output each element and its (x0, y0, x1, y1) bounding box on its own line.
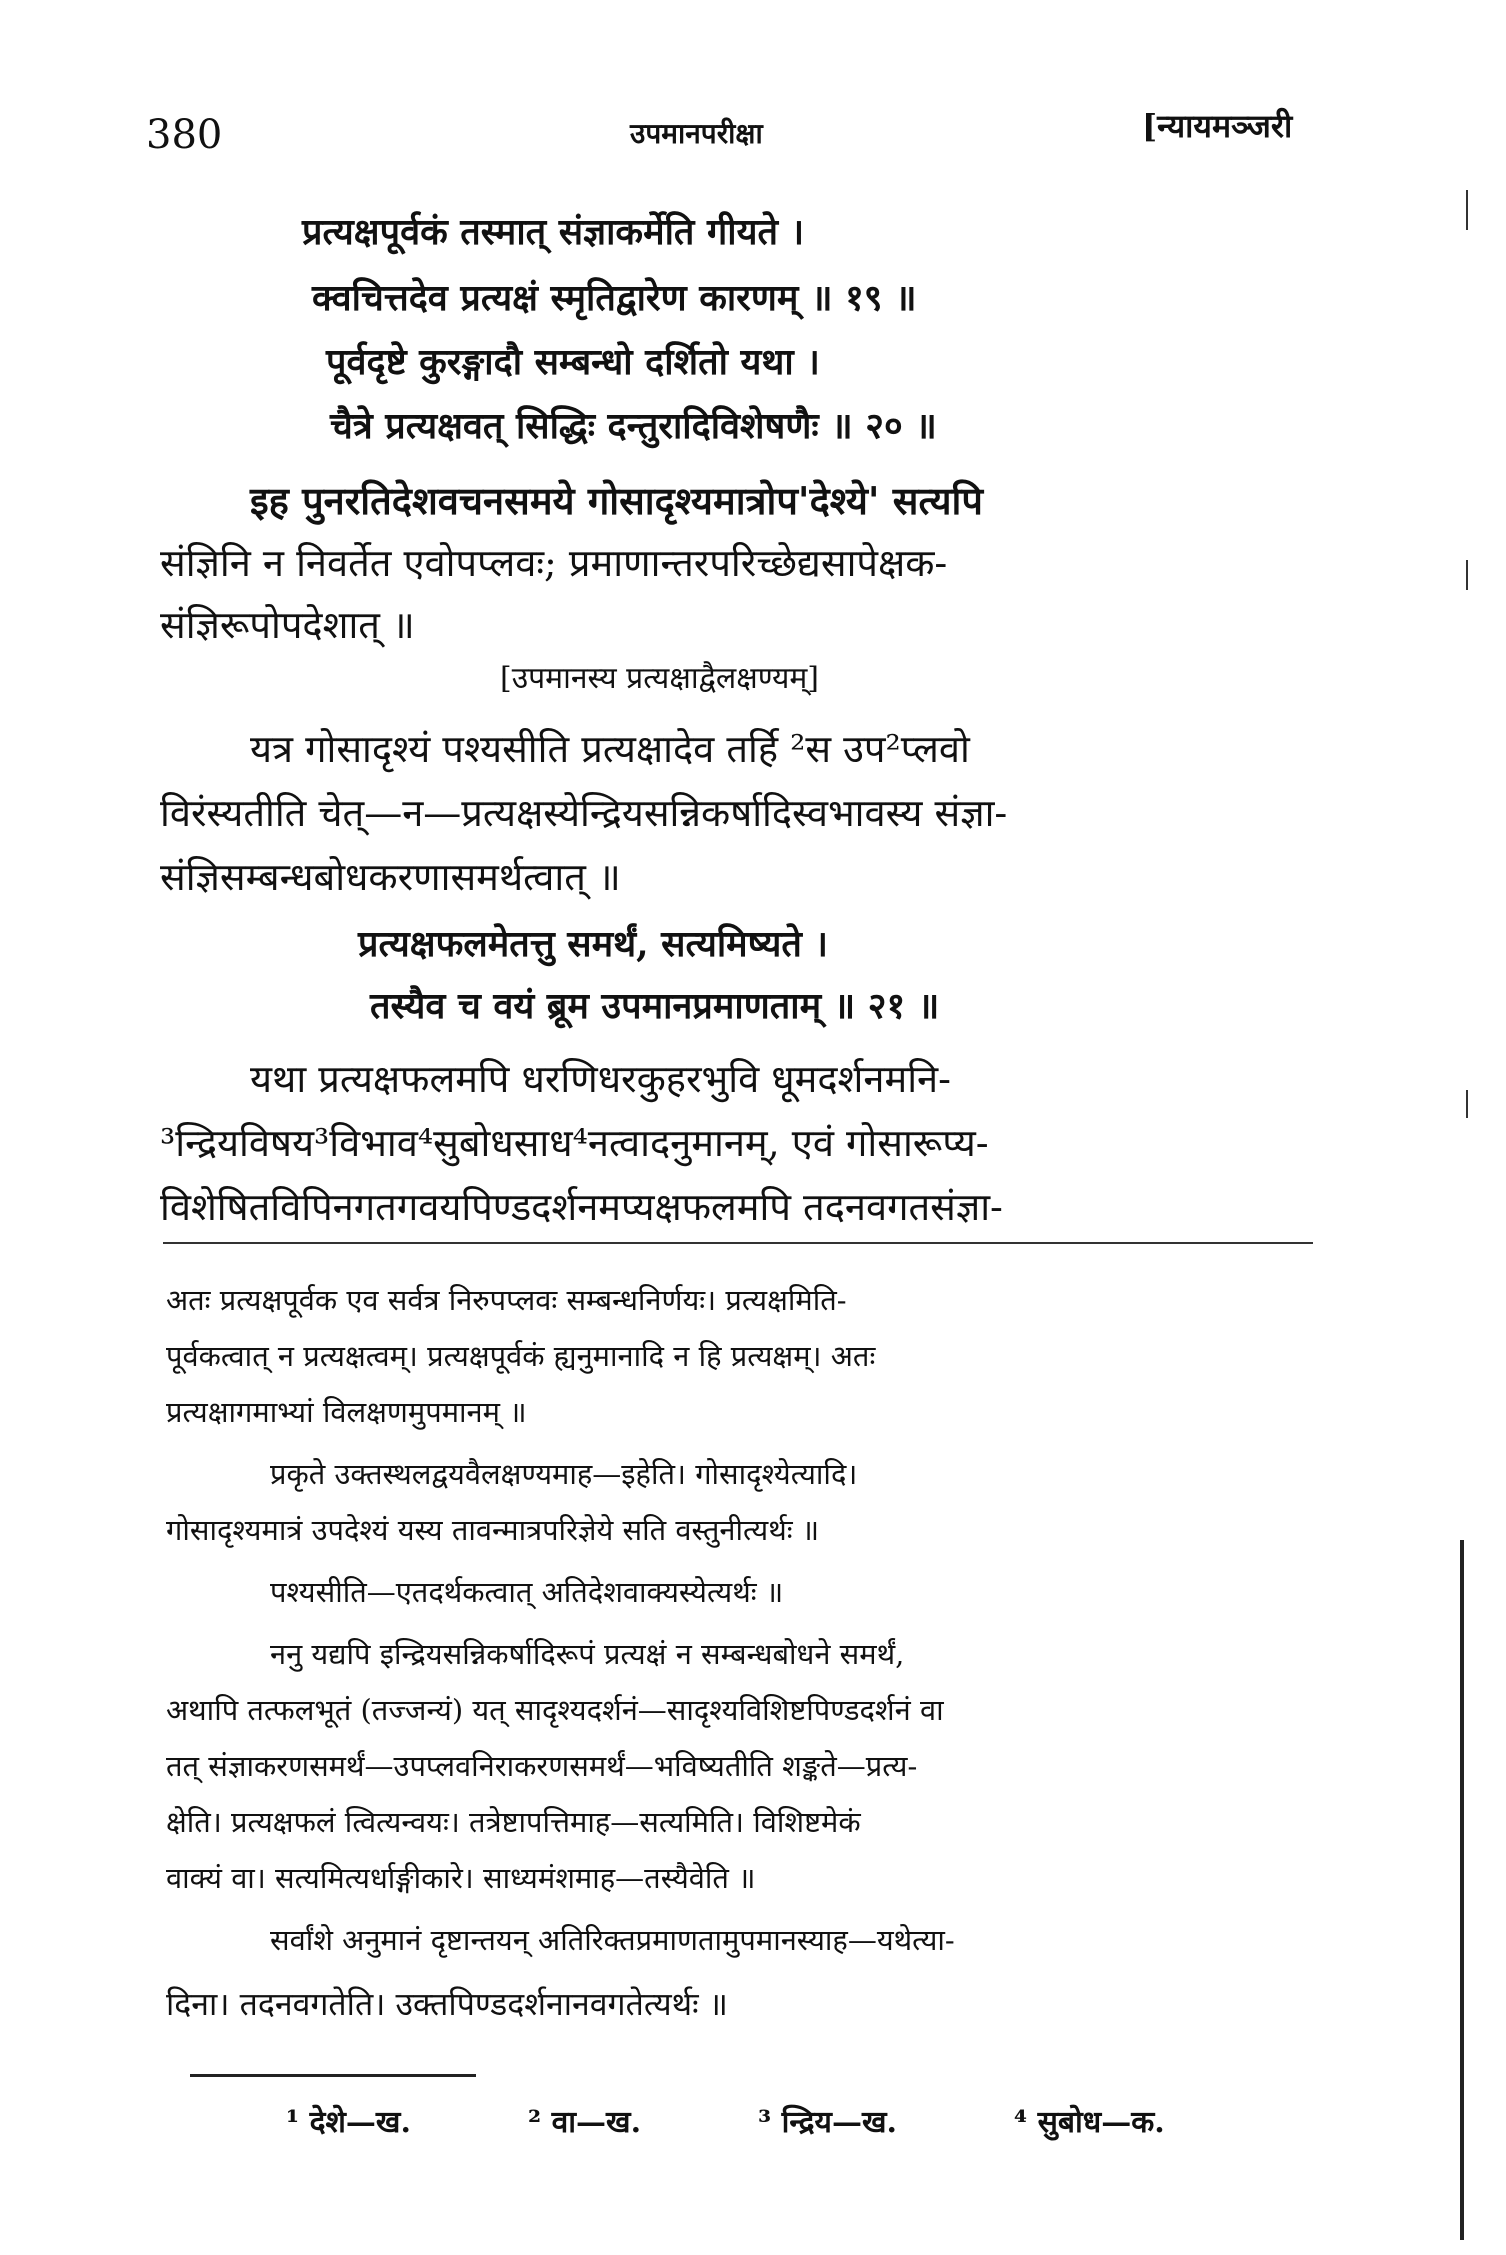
commentary-line: दिना। तदनवगतेति। उक्तपिण्डदर्शनानवगतेत्यर्थः ॥ (166, 1985, 728, 2023)
body-line: संज्ञिरूपोपदेशात् ॥ (160, 603, 415, 647)
verse-line: प्रत्यक्षफलमेतत्तु समर्थं, सत्यमिष्यते । (358, 923, 829, 965)
commentary-line: पूर्वकत्वात् न प्रत्यक्षत्वम्। प्रत्यक्षपूर्वकं ह्यनुमानादि न हि प्रत्यक्षम्। अतः (166, 1339, 876, 1373)
separator-rule (163, 1242, 1313, 1244)
running-title: उपमानपरीक्षा (630, 117, 763, 150)
body-line: संज्ञिनि न निवर्तेत एवोपप्लवः; प्रमाणान्तरपरिच्छेद्यसापेक्षक- (160, 541, 948, 585)
body-line: यत्र गोसादृश्यं पश्यसीति प्रत्यक्षादेव तर्हि ²स उप²प्लवो (250, 727, 970, 771)
body-line: ³न्द्रियविषय³विभाव⁴सुबोधसाध⁴नत्वादनुमानम्, एवं गोसारूप्य- (160, 1121, 989, 1165)
commentary-line: प्रकृते उक्तस्थलद्वयवैलक्षण्यमाह—इहेति। गोसादृश्येत्यादि। (270, 1457, 858, 1491)
verse-line: तस्यैव च वयं ब्रूम उपमानप्रमाणताम् ॥ २१ ॥ (370, 985, 940, 1027)
footnote-rule (190, 2074, 476, 2077)
binding-mark (1466, 1090, 1468, 1118)
footnote: ¹ देशे—ख. (286, 2105, 411, 2140)
footnote: ³ न्द्रिय—ख. (758, 2105, 897, 2140)
body-line: यथा प्रत्यक्षफलमपि धरणिधरकुहरभुवि धूमदर्शनमनि- (250, 1057, 951, 1101)
page-number: 380 (146, 112, 223, 158)
body-line: विरंस्यतीति चेत्—न—प्रत्यक्षस्येन्द्रियसन्निकर्षादिस्वभावस्य संज्ञा- (160, 791, 1008, 835)
section-heading: [उपमानस्य प्रत्यक्षाद्वैलक्षण्यम्] (500, 661, 819, 696)
body-line: संज्ञिसम्बन्धबोधकरणासमर्थत्वात् ॥ (160, 855, 621, 899)
footnote: ⁴ सुबोध—क. (1014, 2105, 1165, 2140)
commentary-line: तत् संज्ञाकरणसमर्थं—उपप्लवनिराकरणसमर्थं—भविष्यतीति शङ्कते—प्रत्य- (166, 1749, 918, 1783)
binding-mark (1466, 190, 1468, 230)
verse-line: चैत्रे प्रत्यक्षवत् सिद्धिः दन्तुरादिविशेषणैः ॥ २० ॥ (330, 405, 937, 447)
commentary-line: प्रत्यक्षागमाभ्यां विलक्षणमुपमानम् ॥ (166, 1395, 527, 1429)
body-line: विशेषितविपिनगतगवयपिण्डदर्शनमप्यक्षफलमपि तदनवगतसंज्ञा- (160, 1185, 1003, 1229)
body-line: इह पुनरतिदेशवचनसमये गोसादृश्यमात्रोप'देश्ये' सत्यपि (250, 478, 983, 523)
binding-mark (1466, 560, 1468, 590)
verse-line: क्वचित्तदेव प्रत्यक्षं स्मृतिद्वारेण कारणम् ॥ १९ ॥ (312, 277, 917, 319)
commentary-line: अथापि तत्फलभूतं (तज्जन्यं) यत् सादृश्यदर्शनं—सादृश्यविशिष्टपिण्डदर्शनं वा (166, 1693, 944, 1727)
commentary-line: सर्वांशे अनुमानं दृष्टान्तयन् अतिरिक्तप्रमाणतामुपमानस्याह—यथेत्या- (270, 1923, 955, 1957)
commentary-line: गोसादृश्यमात्रं उपदेश्यं यस्य तावन्मात्रपरिज्ञेये सति वस्तुनीत्यर्थः ॥ (166, 1513, 820, 1547)
footnote: ² वा—ख. (528, 2105, 642, 2140)
commentary-line: अतः प्रत्यक्षपूर्वक एव सर्वत्र निरुपप्लवः सम्बन्धनिर्णयः। प्रत्यक्षमिति- (166, 1283, 847, 1317)
book-title: [न्यायमञ्जरी (1142, 107, 1293, 145)
commentary-line: ननु यद्यपि इन्द्रियसन्निकर्षादिरूपं प्रत्यक्षं न सम्बन्धबोधने समर्थं, (270, 1637, 905, 1671)
commentary-line: पश्यसीति—एतदर्थकत्वात् अतिदेशवाक्यस्येत्यर्थः ॥ (270, 1575, 784, 1609)
binding-edge (1460, 1540, 1464, 2240)
commentary-line: वाक्यं वा। सत्यमित्यर्धाङ्गीकारे। साध्यमंशमाह—तस्यैवेति ॥ (166, 1861, 756, 1895)
commentary-line: क्षेति। प्रत्यक्षफलं त्वित्यन्वयः। तत्रेष्टापत्तिमाह—सत्यमिति। विशिष्टमेकं (166, 1805, 861, 1839)
verse-line: प्रत्यक्षपूर्वकं तस्मात् संज्ञाकर्मेति गीयते । (302, 211, 805, 253)
verse-line: पूर्वदृष्टे कुरङ्गादौ सम्बन्धो दर्शितो यथा । (326, 341, 820, 383)
